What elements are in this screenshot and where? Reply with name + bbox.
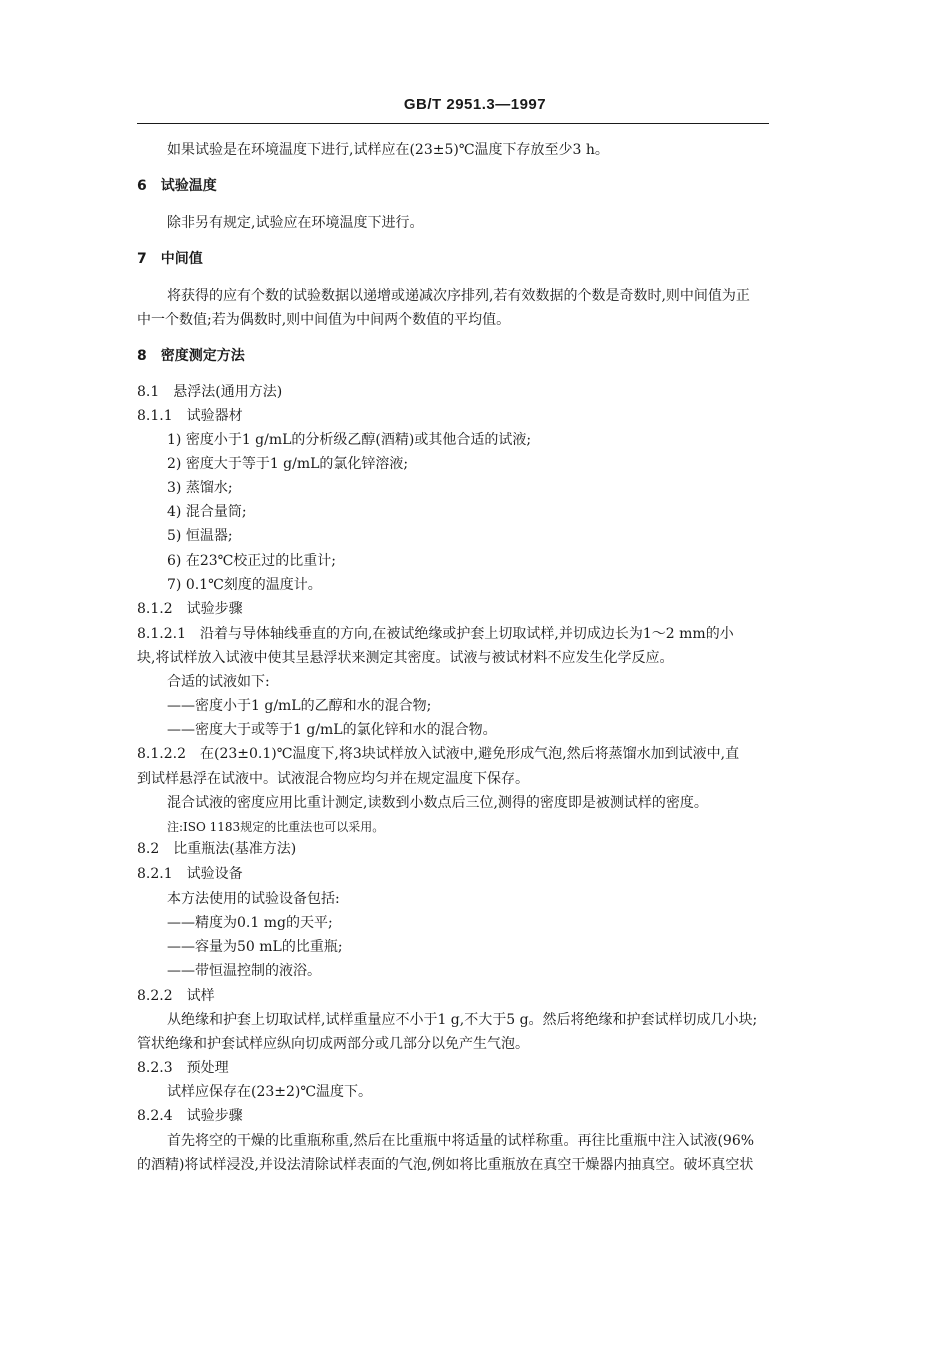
standard-header: GB/T 2951.3—1997 (403, 96, 547, 113)
paragraph-line: 管状绝缘和护套试样应纵向切成两部分或几部分以免产生气泡。 (137, 1036, 529, 1052)
section-heading-8: 8 密度测定方法 (137, 348, 245, 364)
list-item: 6) 在23℃校正过的比重计; (167, 553, 337, 569)
subsection-heading-8-2-4: 8.2.4 试验步骤 (137, 1108, 243, 1124)
list-item: 3) 蒸馏水; (167, 480, 233, 496)
subsection-heading-8-2-1: 8.2.1 试验设备 (137, 866, 243, 882)
list-item: 4) 混合量筒; (167, 504, 247, 520)
subsection-heading-8-1-1: 8.1.1 试验器材 (137, 408, 243, 424)
subsection-heading-8-1-2: 8.1.2 试验步骤 (137, 601, 243, 617)
paragraph-line: 混合试液的密度应用比重计测定,读数到小数点后三位,测得的密度即是被测试样的密度。 (167, 795, 708, 811)
paragraph-line: 如果试验是在环境温度下进行,试样应在(23±5)℃温度下存放至少3 h。 (167, 142, 609, 158)
paragraph-line: 的酒精)将试样浸没,并设法清除试样表面的气泡,例如将比重瓶放在真空干燥器内抽真空。破坏真空状 (137, 1157, 754, 1173)
dash-item: ——密度大于或等于1 g/mL的氯化锌和水的混合物。 (167, 722, 497, 738)
paragraph-line: 从绝缘和护套上切取试样,试样重量应不小于1 g,不大于5 g。然后将绝缘和护套试样切成几小块; (167, 1012, 758, 1028)
subsection-heading-8-1: 8.1 悬浮法(通用方法) (137, 384, 283, 400)
subsection-heading-8-2-2: 8.2.2 试样 (137, 988, 215, 1004)
dash-item: ——密度小于1 g/mL的乙醇和水的混合物; (167, 698, 432, 714)
dash-item: ——容量为50 mL的比重瓶; (167, 939, 343, 955)
paragraph-line: 合适的试液如下: (167, 674, 270, 690)
paragraph-line: 8.1.2.1 沿着与导体轴线垂直的方向,在被试绝缘或护套上切取试样,并切成边长为1～2 mm的小 (137, 626, 734, 642)
paragraph-line: 除非另有规定,试验应在环境温度下进行。 (167, 215, 424, 231)
section-heading-7: 7 中间值 (137, 251, 203, 267)
paragraph-line: 到试样悬浮在试液中。试液混合物应均匀并在规定温度下保存。 (137, 771, 529, 787)
paragraph-line: 块,将试样放入试液中使其呈悬浮状来测定其密度。试液与被试材料不应发生化学反应。 (137, 650, 674, 666)
paragraph-line: 8.1.2.2 在(23±0.1)℃温度下,将3块试样放入试液中,避免形成气泡,然后将蒸馏水加到试液中,直 (137, 746, 740, 762)
list-item: 1) 密度小于1 g/mL的分析级乙醇(酒精)或其他合适的试液; (167, 432, 532, 448)
section-heading-6: 6 试验温度 (137, 178, 217, 194)
paragraph-line: 中一个数值;若为偶数时,则中间值为中间两个数值的平均值。 (137, 312, 511, 328)
list-item: 5) 恒温器; (167, 528, 233, 544)
dash-item: ——精度为0.1 mg的天平; (167, 915, 333, 931)
header-rule (137, 123, 769, 124)
paragraph-line: 首先将空的干燥的比重瓶称重,然后在比重瓶中将适量的试样称重。再往比重瓶中注入试液(96% (167, 1133, 755, 1149)
subsection-heading-8-2-3: 8.2.3 预处理 (137, 1060, 229, 1076)
list-item: 2) 密度大于等于1 g/mL的氯化锌溶液; (167, 456, 409, 472)
paragraph-line: 试样应保存在(23±2)℃温度下。 (167, 1084, 373, 1100)
paragraph-line: 将获得的应有个数的试验数据以递增或递减次序排列,若有效数据的个数是奇数时,则中间值为正 (167, 288, 750, 304)
dash-item: ——带恒温控制的液浴。 (167, 963, 321, 979)
subsection-heading-8-2: 8.2 比重瓶法(基准方法) (137, 841, 297, 857)
list-item: 7) 0.1℃刻度的温度计。 (167, 577, 322, 593)
paragraph-line: 本方法使用的试验设备包括: (167, 891, 340, 907)
note-line: 注:ISO 1183规定的比重法也可以采用。 (167, 820, 385, 834)
